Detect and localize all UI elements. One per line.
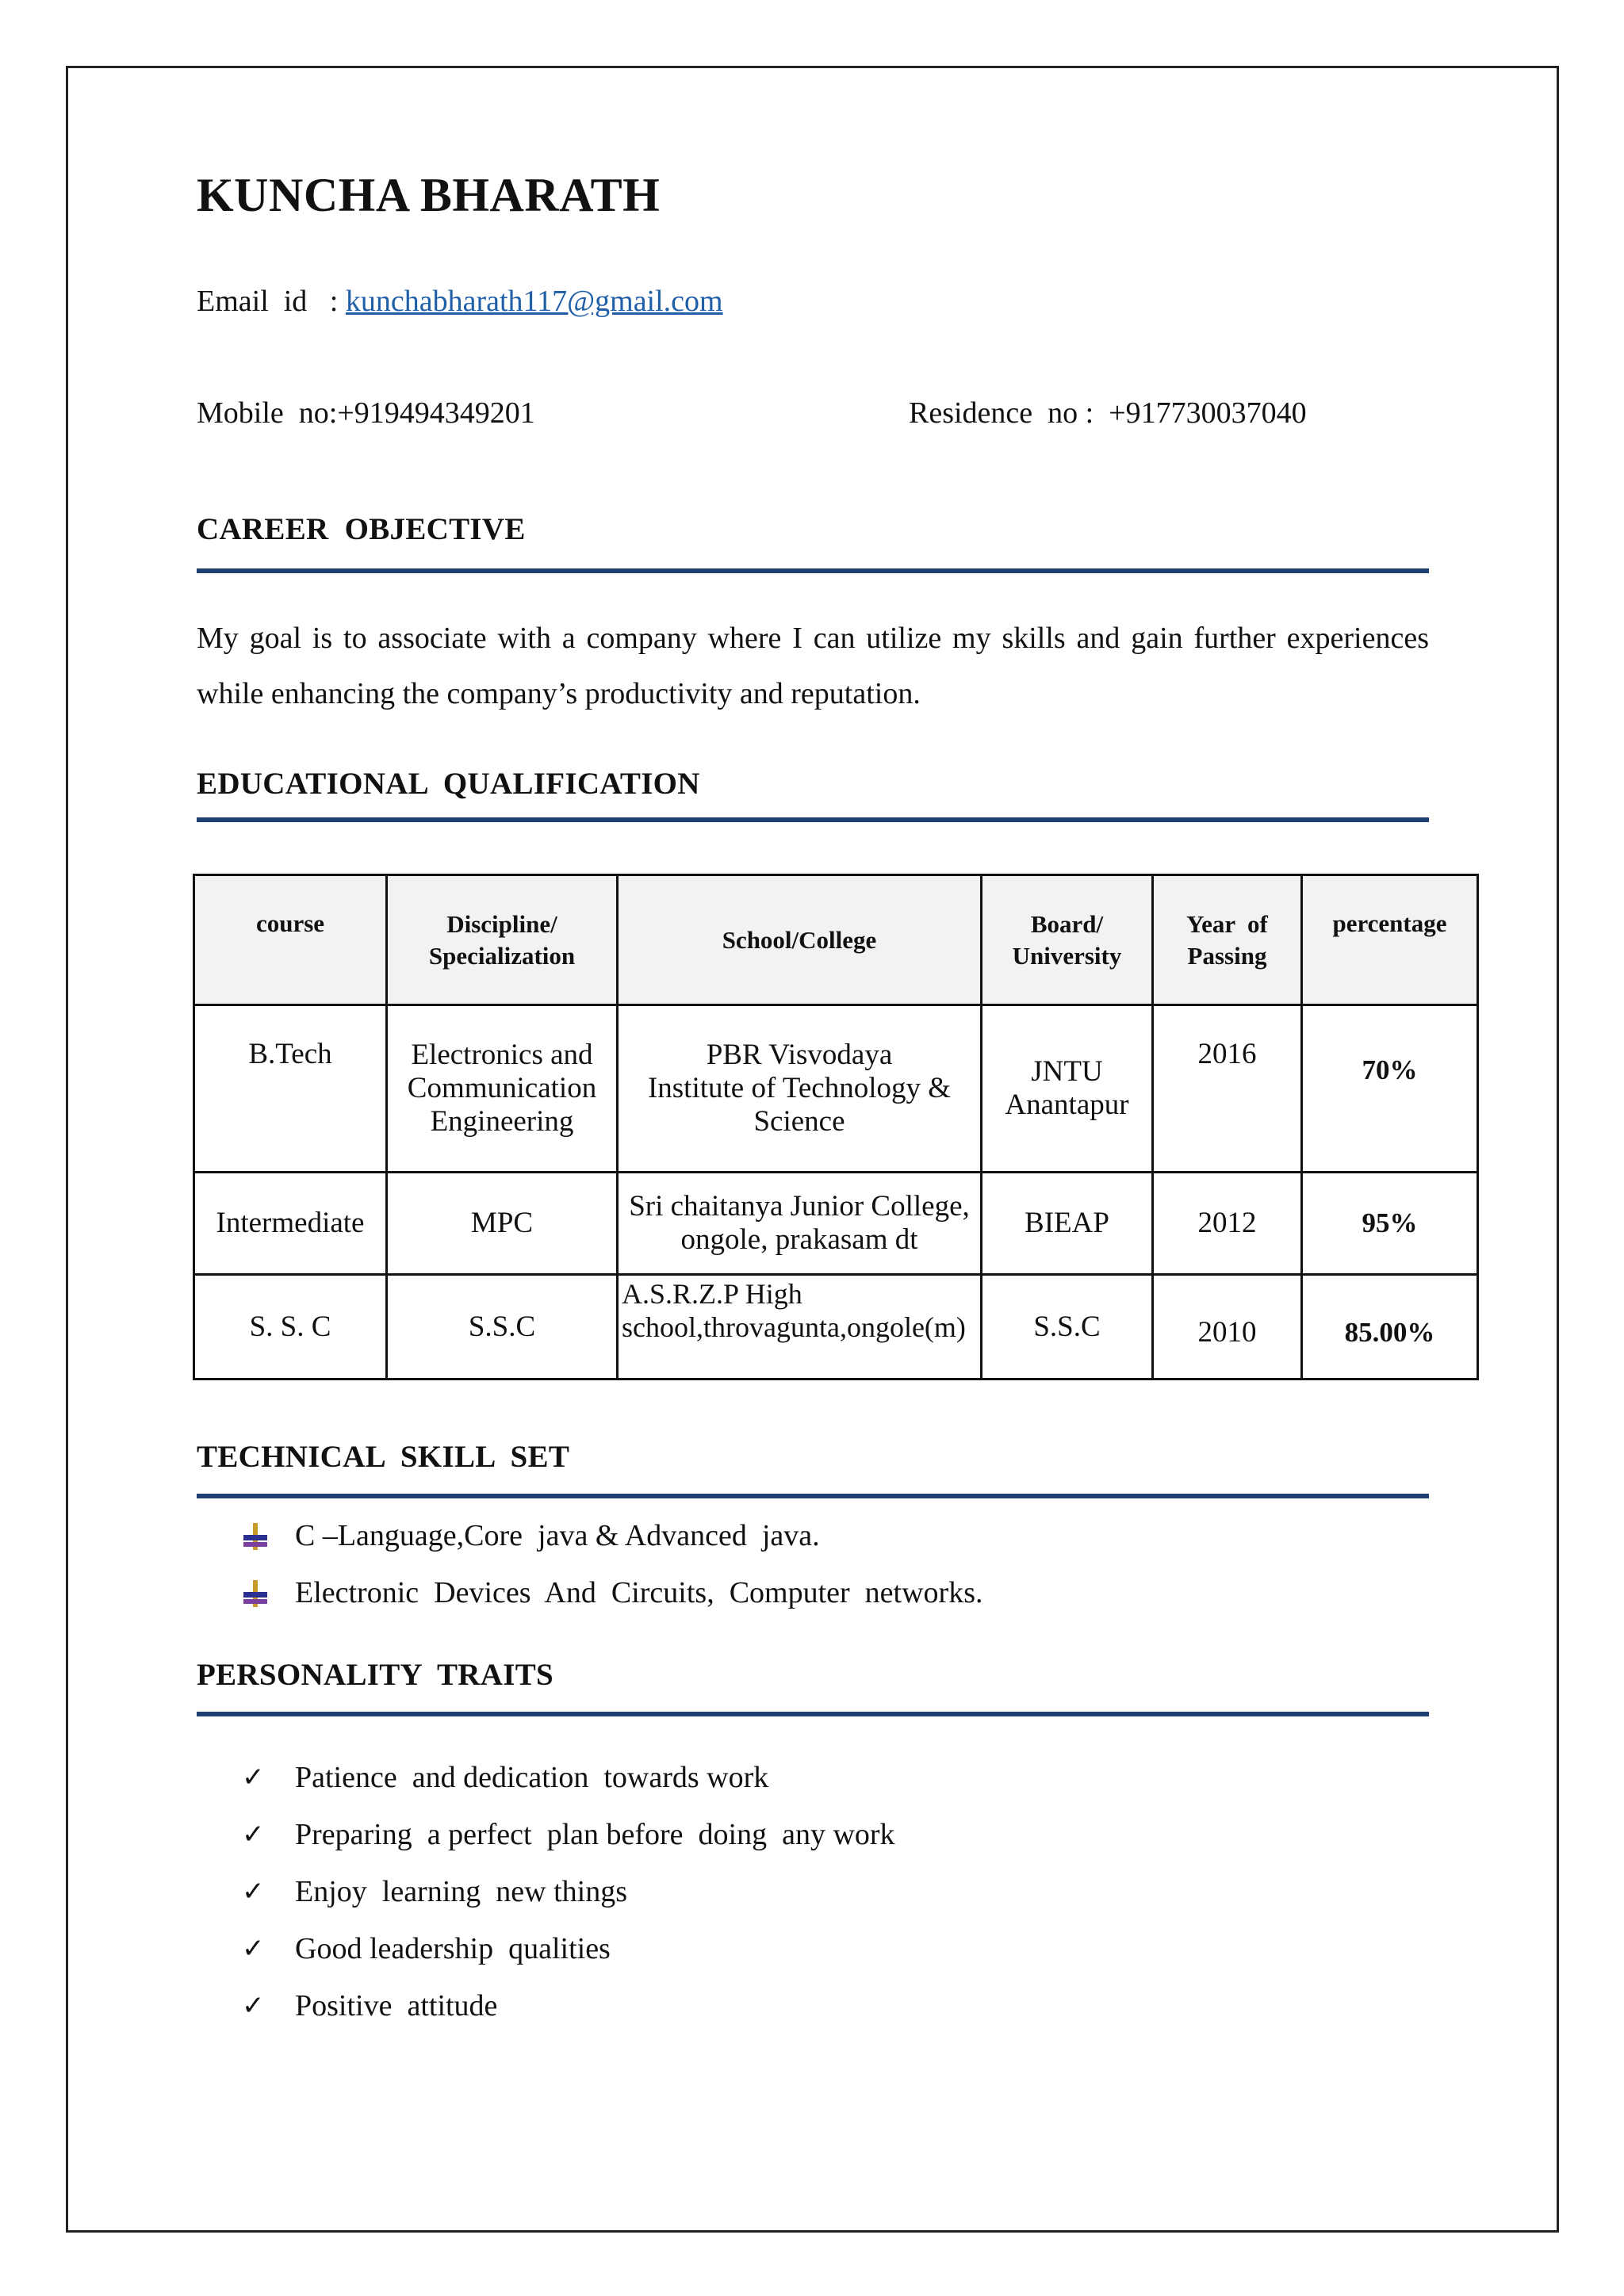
cell-board: JNTU Anantapur (982, 1005, 1153, 1173)
mobile-number: Mobile no:+919494349201 (197, 396, 535, 430)
cell-school: A.S.R.Z.P High school,throvagunta,ongole(m) (618, 1275, 982, 1380)
cell-discipline: S.S.C (387, 1275, 618, 1380)
col-course: course (194, 875, 387, 1005)
email-label: Email id : (197, 285, 346, 318)
education-heading: EDUCATIONAL QUALIFICATION (197, 767, 700, 801)
cell-percentage: 95% (1302, 1173, 1478, 1275)
career-objective-heading: CAREER OBJECTIVE (197, 512, 526, 546)
cell-year: 2016 (1153, 1005, 1302, 1173)
technical-skills-rule (197, 1494, 1429, 1498)
col-school: School/College (618, 875, 982, 1005)
cell-school: PBR Visvodaya Institute of Technology & Science (618, 1005, 982, 1173)
cell-percentage: 85.00% (1302, 1275, 1478, 1380)
cell-discipline: MPC (387, 1173, 618, 1275)
cell-percentage: 70% (1302, 1005, 1478, 1173)
technical-skills-heading: TECHNICAL SKILL SET (197, 1440, 570, 1474)
table-row (194, 1275, 1478, 1380)
personality-traits-rule (197, 1712, 1429, 1716)
residence-number: Residence no : +917730037040 (909, 396, 1307, 430)
checkmark-icon: ✓ (242, 1819, 265, 1850)
col-board: Board/ University (982, 875, 1153, 1005)
table-row (194, 1005, 1478, 1173)
checkmark-icon: ✓ (242, 1876, 265, 1908)
col-discipline: Discipline/ Specialization (387, 875, 618, 1005)
email-link[interactable]: kunchabharath117@gmail.com (345, 285, 723, 318)
cell-discipline: Electronics and Communication Engineering (387, 1005, 618, 1173)
cell-board: BIEAP (982, 1173, 1153, 1275)
cell-year: 2010 (1153, 1275, 1302, 1380)
col-year: Year of Passing (1153, 875, 1302, 1005)
checkmark-icon: ✓ (242, 1990, 265, 2022)
email-line (197, 284, 723, 319)
table-header-row (194, 875, 1478, 1005)
table-row (194, 1173, 1478, 1275)
cell-course: Intermediate (194, 1173, 387, 1275)
career-objective-text: My goal is to associate with a company where I can utilize my skills and gain further experiences while enhancing the company’s productivity and reputation. (197, 622, 1429, 710)
personality-traits-heading: PERSONALITY TRAITS (197, 1658, 553, 1692)
checkmark-icon: ✓ (242, 1933, 265, 1965)
education-table (193, 874, 1479, 1380)
col-percentage: percentage (1302, 875, 1478, 1005)
cell-school: Sri chaitanya Junior College, ongole, prakasam dt (618, 1173, 982, 1275)
cell-year: 2012 (1153, 1173, 1302, 1275)
education-rule (197, 817, 1429, 822)
cell-course: S. S. C (194, 1275, 387, 1380)
candidate-name: KUNCHA BHARATH (197, 169, 661, 221)
checkmark-icon: ✓ (242, 1762, 265, 1793)
cell-board: S.S.C (982, 1275, 1153, 1380)
cell-course: B.Tech (194, 1005, 387, 1173)
career-objective-rule (197, 568, 1429, 573)
